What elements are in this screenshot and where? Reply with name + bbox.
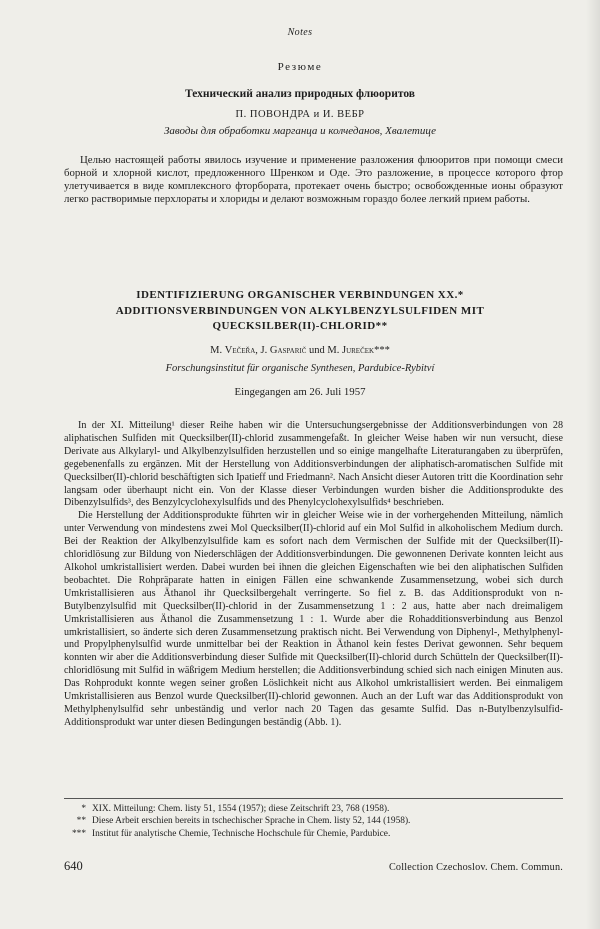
article-title xyxy=(0,288,600,335)
footnote-mark: *** xyxy=(71,828,86,839)
body-paragraph: In der XI. Mitteilung¹ dieser Reihe haben wir die Untersuchungsergebnisse der Additionsverbindungen von 28 aliphatischen Sulfiden mit Quecksilber(II)-chlorid zusammengefaßt. In gleicher Weise haben wir nun versucht, diese Derivate aus Alkylaryl- und Alkylbenzylsulfiden herzustellen und so einige mangelhafte Literaturangaben zu überprüfen, gegebenenfalls zu ergänzen. Mit der Herstellung von Additionsverbindungen der aliphatisch-aromatischen Sulfide mit Quecksilber(II)-chlorid beschäftigten sich Ipatieff und Friedmann². Nach Ansicht dieser Autoren tritt die Koordination sehr langsam oder überhaupt nicht ein. Von der Klasse dieser Verbindungen wurden bisher die Additionsprodukte des Dibenzylsulfids³, des Benzylcyclohexylsulfids und des Phenylcyclohexylsulfids⁴ beschrieben. xyxy=(64,420,563,509)
author-initial: M. xyxy=(210,345,223,356)
article-authors: M. Večeřa, J. Gasparič und M. Jureček*** xyxy=(210,345,390,356)
author-name: Večeřa xyxy=(224,345,256,356)
footnote xyxy=(64,828,563,840)
footnote-mark: * xyxy=(81,804,86,814)
author-initial: M. xyxy=(327,345,340,356)
footnote-text: Diese Arbeit erschien bereits in tschechischer Sprache in Chem. listy 52, 144 (1958). xyxy=(92,816,411,827)
journal-name: Collection Czechoslov. Chem. Commun. xyxy=(388,862,563,873)
received-date: Eingegangen am 26. Juli 1957 xyxy=(234,386,366,398)
resume-affiliation: Заводы для обработки марганца и колчеданов, Хвалетице xyxy=(163,125,437,137)
author-name: Gasparič xyxy=(269,345,307,356)
article-body xyxy=(64,420,563,730)
footnote-mark: *** xyxy=(374,345,390,356)
article-affiliation: Forschungsinstitut für organische Synthesen, Pardubice-Rybitví xyxy=(165,363,435,374)
footnote-text: Institut für analytische Chemie, Technische Hochschule für Chemie, Pardubice. xyxy=(92,828,391,839)
resume-article-title: Технический анализ природных флюоритов xyxy=(185,88,415,100)
article-title-line: IDENTIFIZIERUNG ORGANISCHER VERBINDUNGEN XX.* xyxy=(136,289,464,301)
resume-authors: П. ПОВОНДРА и И. ВЕБР xyxy=(235,109,365,120)
footnotes xyxy=(64,803,563,840)
footnote-divider xyxy=(64,798,563,799)
footnote xyxy=(64,803,563,815)
resume-heading: Резюме xyxy=(277,61,323,73)
body-paragraph: Die Herstellung der Additionsprodukte führten wir in gleicher Weise wie in der vorhergehenden Mitteilung, nämlich unter Verwendung von mindestens zwei Mol Quecksilber(II)-chlorid auf ein Mol Sulfid in alkoholischem Medium durch. Bei der Reaktion der Alkylbenzylsulfide kam es sofort nach dem Vermischen der Sulfide mit der Quecksilber(II)-chloridlösung zur Bildung von Niederschlägen der Additionsverbindungen. Die gewonnenen Derivate konnten leicht aus Alkohol umkristallisiert werden. Dabei wurden bei ihnen die gleichen Eigenschaften wie bei den aliphatischen Sulfiden beobachtet. Die Rohpräparate hatten in einigen Fällen eine schwankende Zusammensetzung, wobei sich durch Umkristallisieren aus Äthanol ihr Quecksilbergehalt verringerte. So fiel z. B. das Additionsprodukt von n-Butylbenzylsulfid mit Quecksilber(II)-chlorid in der Zusammensetzung 1 : 2 aus, hatte aber nach dreimaligem Umkristallisieren aus Äthanol die Zusammensetzung 1 : 1. Wurde aber die Rohadditionsverbindung aus Benzol umkristallisiert, so änderte sich deren Zusammensetzung praktisch nicht. Bei Verwendung von Diphenyl-, Methylphenyl- und Propylphenylsulfid wurde unmittelbar bei der Reaktion in Äthanol kein festes Derivat gewonnen. Sehr bequem konnten wir aber die Additionsverbindung dieser Sulfide mit Quecksilber(II)-chlorid durch Schütteln der Quecksilber(II)-chloridlösung mit Sulfid in wäßrigem Medium herstellen; die Additionsverbindung schied sich nach einigen Minuten aus. Das Rohprodukt konnte wegen seiner großen Löslichkeit nicht aus Alkohol umkristallisiert werden. Bei einmaligem Umkristallisieren aus Benzol wurde Quecksilber(II)-chlorid gewonnen. Auch an der Luft war das Additionsprodukt von Methylphenylsulfid sehr unbeständig und verlor nach 20 Tagen das gesamte Sulfid. Das n-Butylbenzylsulfid-Additionsprodukt war unter diesen Bedingungen beständig (Abb. 1). xyxy=(64,510,563,728)
author-initial: J. xyxy=(260,345,268,356)
footnote xyxy=(64,815,563,827)
author-name: Jureček xyxy=(341,345,375,356)
article-title-line: QUECKSILBER(II)-CHLORID** xyxy=(212,320,388,332)
footnote-text: XIX. Mitteilung: Chem. listy 51, 1554 (1957); diese Zeitschrift 23, 768 (1958). xyxy=(92,804,390,814)
author-conjunction: und xyxy=(309,345,325,356)
resume-abstract: Целью настоящей работы явилось изучение и применение разложения флюоритов при помощи смеси борной и хлорной кислот, предложенного Шренком и Оде. Это разложение, в процессе которого фтор улетучивается в виде комплексного фторбората, протекает очень быстро; освобожденные ионы образуют легко растворимые перхлораты и хлориды и делают возможным гораздо более легкий прием работы. xyxy=(64,154,563,206)
footnote-mark: ** xyxy=(76,816,86,827)
article-title-line: ADDITIONSVERBINDUNGEN VON ALKYLBENZYLSULFIDEN MIT xyxy=(115,304,485,317)
running-head: Notes xyxy=(287,27,313,38)
page-number: 640 xyxy=(64,859,83,873)
